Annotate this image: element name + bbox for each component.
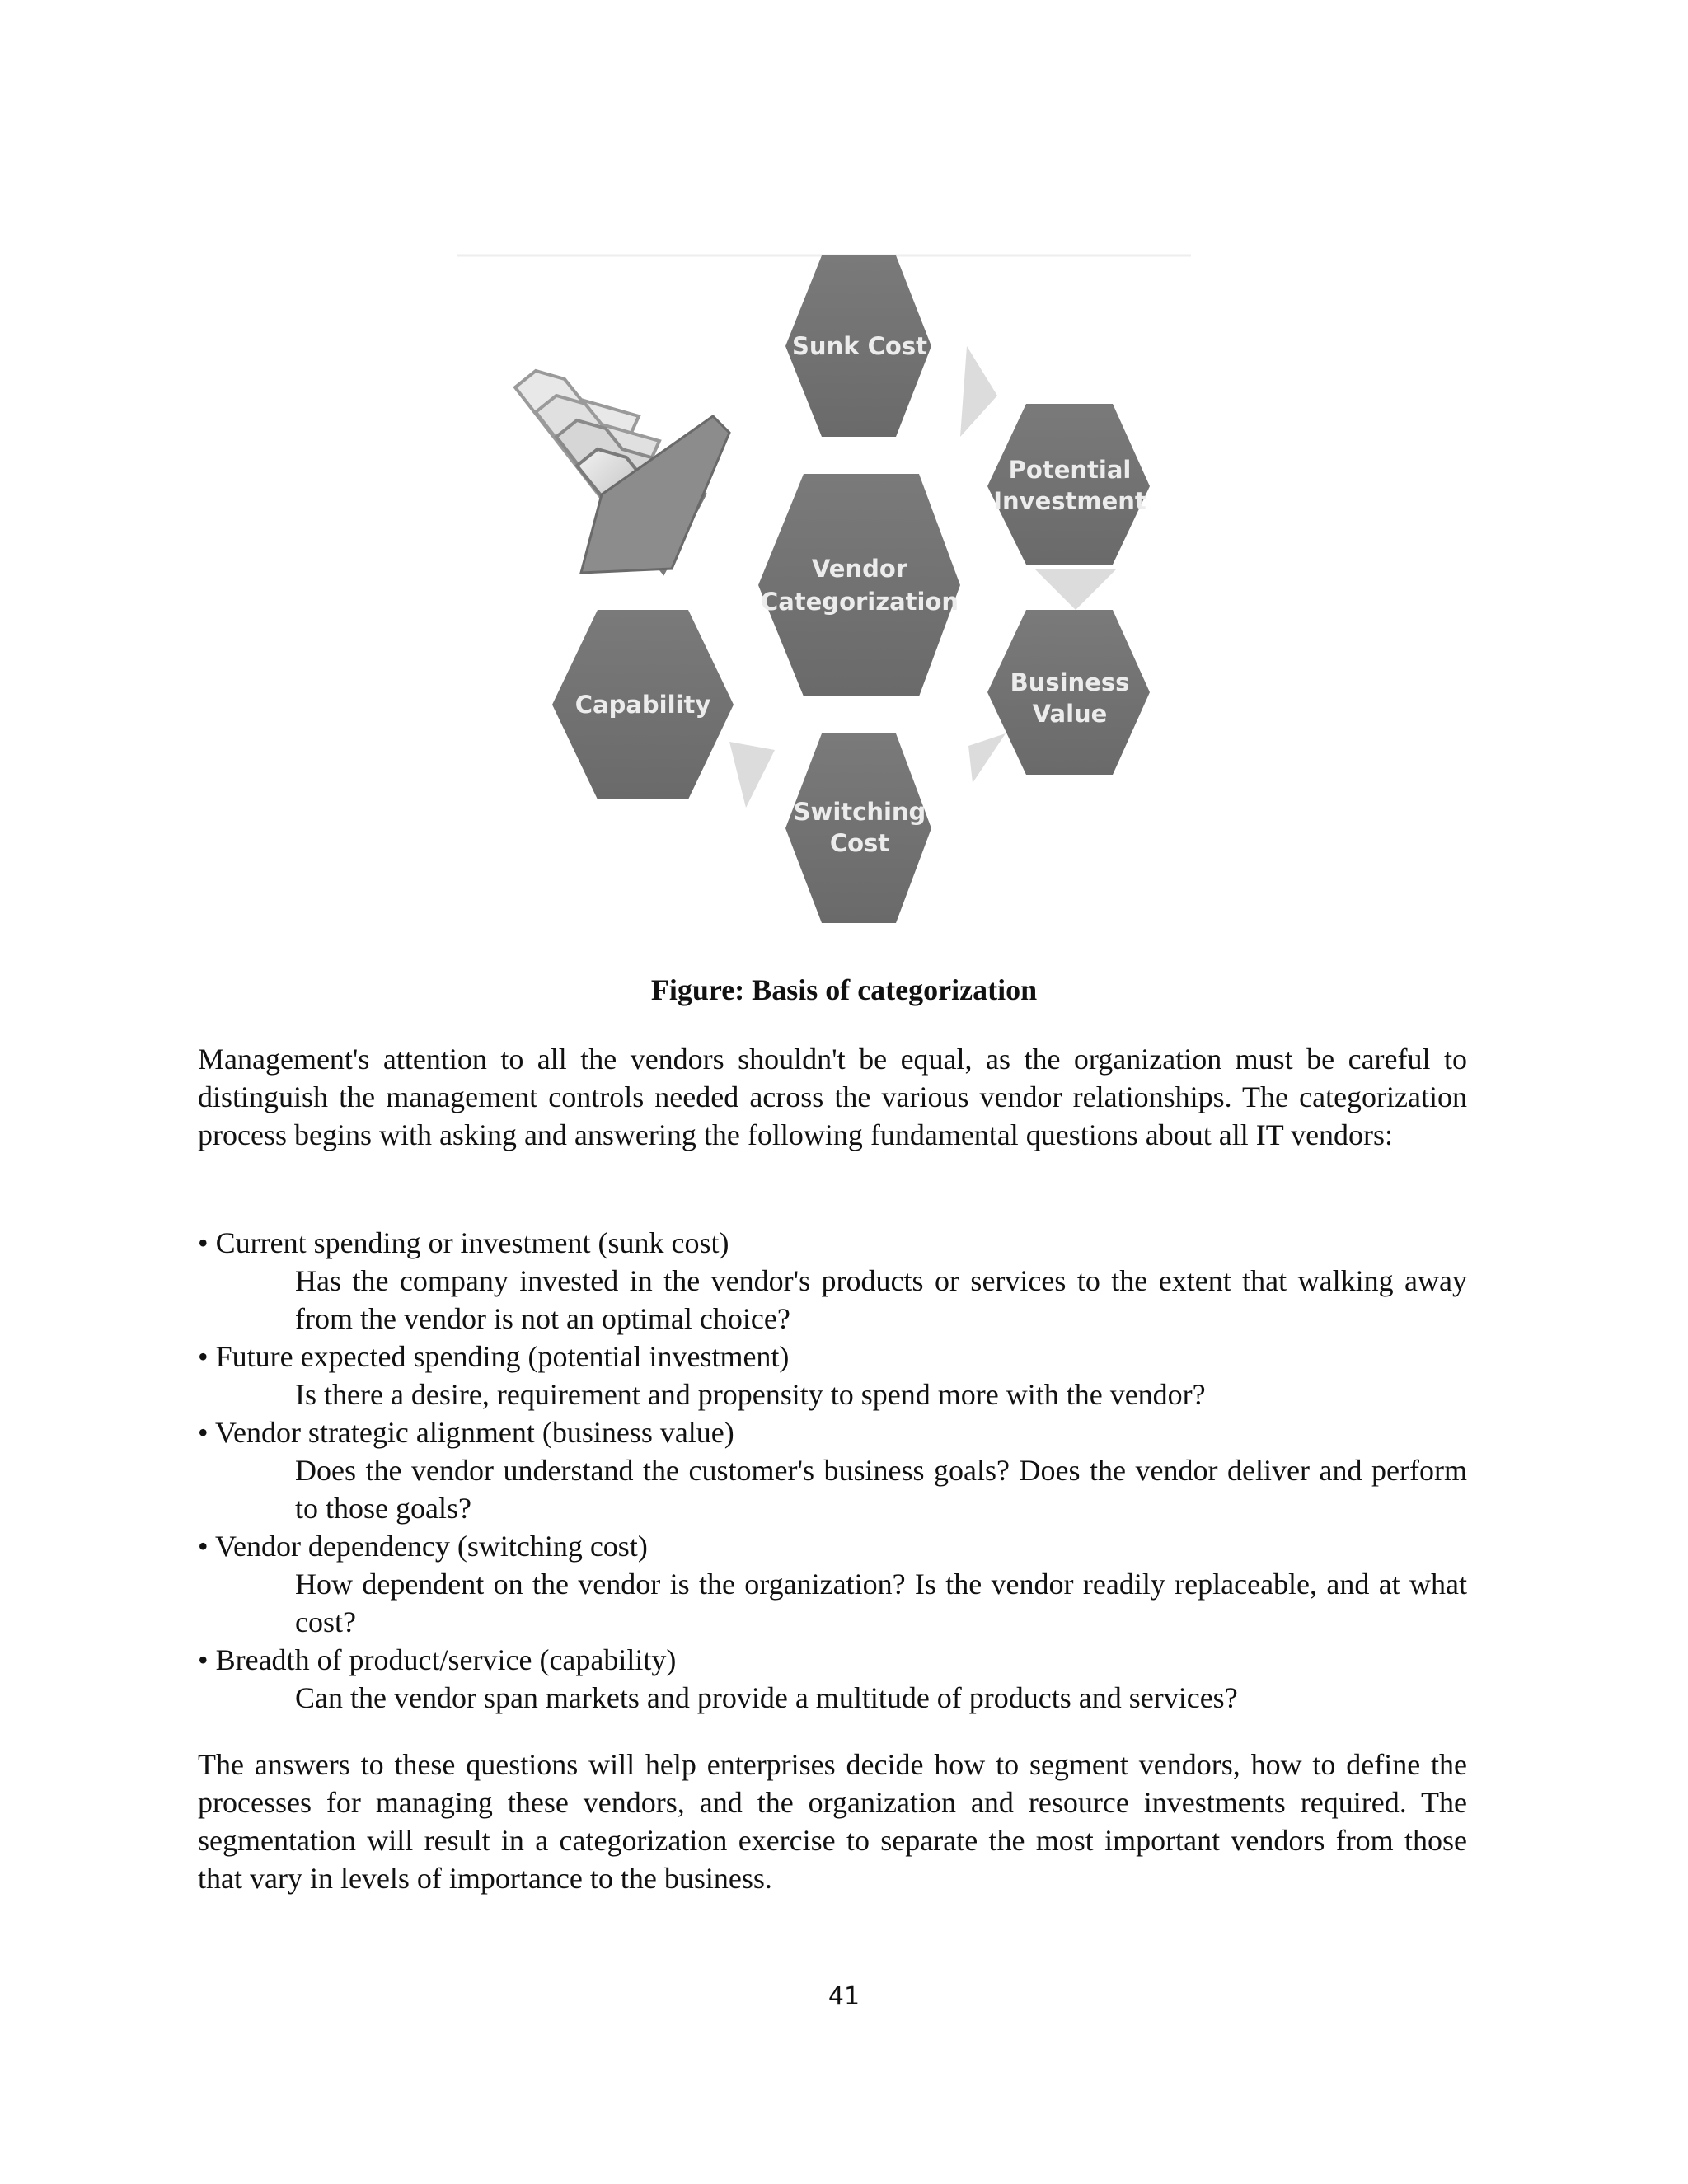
list-item-description: How dependent on the vendor is the organization? Is the vendor readily replaceable, and at what cost?	[295, 1568, 1467, 1638]
list-item-heading: • Current spending or investment (sunk cost)	[198, 1226, 729, 1259]
folders-icon	[515, 371, 729, 573]
conclusion-paragraph: The answers to these questions will help enterprises decide how to segment vendors, how to define the processes for managing these vendors, and the organization and resource investments required. The segmentation will result in a categorization exercise to separate the most important vendors from those that vary in levels of importance to the business.	[198, 1748, 1467, 1895]
hexagon-sunk-cost	[785, 255, 931, 437]
hex-label: Sunk Cost	[792, 332, 927, 360]
intro-paragraph: Management's attention to all the vendors shouldn't be equal, as the organization must be careful to distinguish the management controls needed across the various vendor relationships. The categorization process begins with asking and answering the following fundamental questions about all IT vendors:	[198, 1043, 1467, 1151]
hexagon-business-value	[987, 610, 1150, 775]
list-item-heading: • Future expected spending (potential investment)	[198, 1340, 790, 1373]
list-item-description: Does the vendor understand the customer's business goals? Does the vendor deliver and perform to those goals?	[295, 1454, 1467, 1525]
list-item-heading: • Vendor dependency (switching cost)	[198, 1530, 648, 1563]
hexagon-switching-cost	[785, 733, 931, 923]
hex-label: Capability	[574, 691, 711, 719]
list-item-description: Is there a desire, requirement and propensity to spend more with the vendor?	[295, 1378, 1206, 1411]
hexagon-vendor-categorization	[758, 474, 960, 696]
figure-caption: Figure: Basis of categorization	[650, 973, 1038, 1006]
hex-label: Cost	[829, 829, 890, 857]
hex-label: Switching	[793, 798, 926, 826]
hex-label: Vendor	[811, 555, 908, 583]
hexagon-potential-investment	[987, 404, 1150, 565]
hex-label: Categorization	[760, 588, 959, 616]
connector-wedge	[960, 346, 997, 437]
list-item-heading: • Vendor strategic alignment (business value)	[198, 1416, 734, 1449]
connector-wedge	[1034, 569, 1117, 610]
connector-wedge	[729, 742, 775, 808]
list-item-description: Can the vendor span markets and provide a multitude of products and services?	[295, 1681, 1238, 1714]
page-number: 41	[828, 1982, 860, 2011]
hex-label: Investment	[993, 487, 1146, 515]
question-list	[198, 1224, 1467, 1717]
list-item-description: Has the company invested in the vendor's products or services to the extent that walking away from the vendor is not an optimal choice?	[295, 1264, 1467, 1335]
hex-label: Value	[1032, 700, 1108, 728]
hex-label: Potential	[1008, 456, 1132, 484]
categorization-figure	[457, 247, 1199, 948]
list-item-heading: • Breadth of product/service (capability)	[198, 1643, 677, 1676]
connector-wedge	[968, 733, 1006, 783]
hexagon-diagram	[457, 247, 1199, 948]
hex-label: Business	[1010, 668, 1130, 696]
hexagon-capability	[552, 610, 734, 799]
